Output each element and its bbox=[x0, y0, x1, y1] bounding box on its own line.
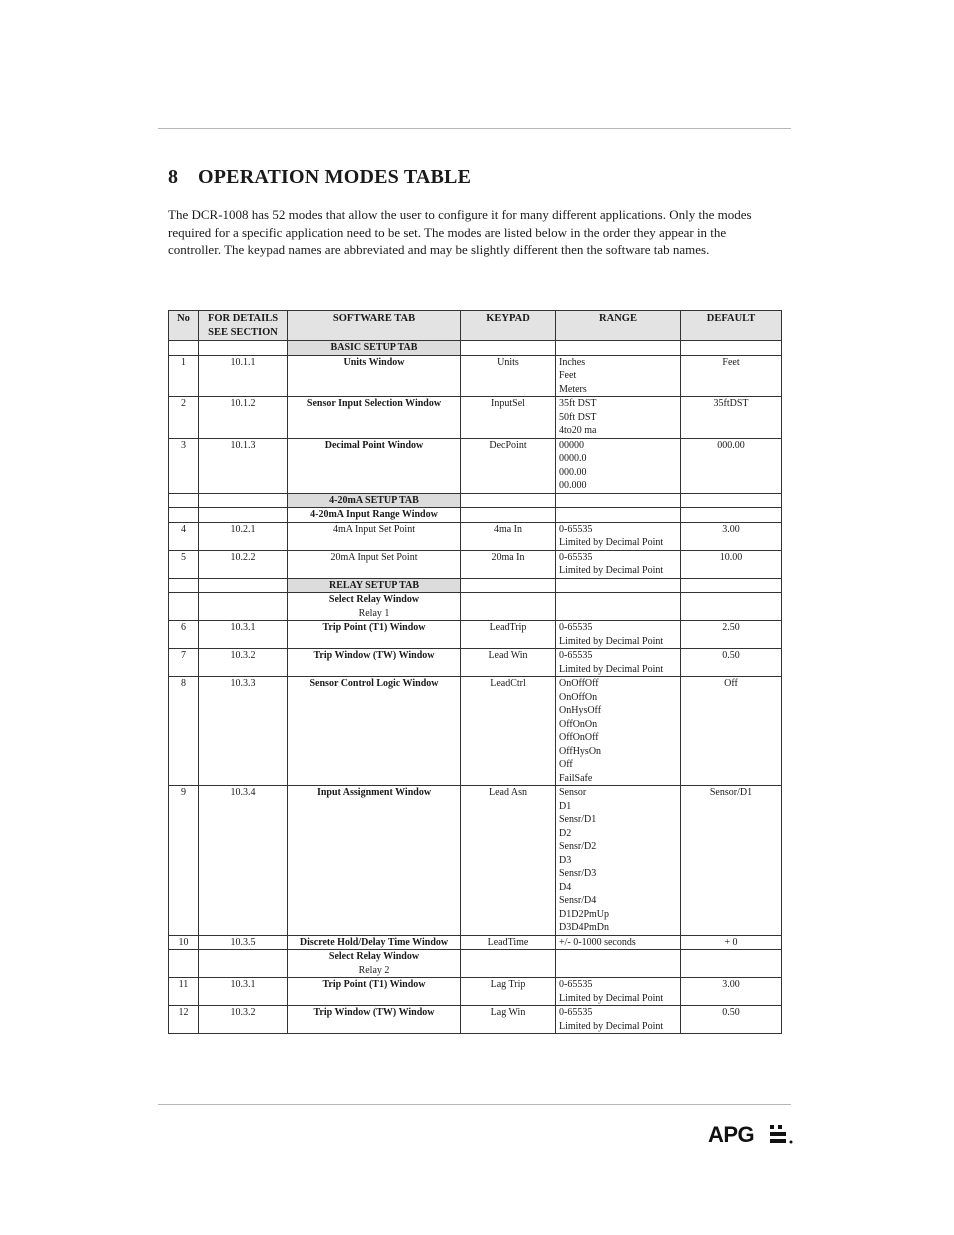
cell-keypad: InputSel bbox=[461, 397, 556, 439]
cell-default: 0.50 bbox=[681, 1006, 782, 1034]
window-label-subtitle: Relay 2 bbox=[358, 964, 390, 976]
range-value-line: 0-65535 bbox=[559, 979, 593, 990]
range-value-line: D3D4PmDn bbox=[559, 922, 610, 933]
cell-default: 2.50 bbox=[681, 621, 782, 649]
cell-default: 35ftDST bbox=[681, 397, 782, 439]
table-label-row bbox=[169, 593, 782, 621]
cell-default bbox=[681, 593, 782, 621]
cell-keypad bbox=[461, 341, 556, 356]
cell-keypad: DecPoint bbox=[461, 438, 556, 493]
cell-software-tab: Sensor Input Selection Window bbox=[288, 397, 461, 439]
range-value-line: OnOffOn bbox=[559, 691, 598, 703]
range-value-line: D1 bbox=[559, 800, 572, 812]
range-value-line: OffOnOff bbox=[559, 732, 599, 743]
range-value-line: 0-65535 bbox=[559, 551, 593, 563]
cell-section: 10.1.3 bbox=[199, 438, 288, 493]
range-value-line: Feet bbox=[559, 370, 577, 381]
cell-no: 12 bbox=[169, 1006, 199, 1034]
cell-no bbox=[169, 578, 199, 593]
cell-keypad bbox=[461, 593, 556, 621]
section-heading bbox=[168, 166, 471, 189]
cell-section-title: RELAY SETUP TAB bbox=[288, 578, 461, 593]
cell-section bbox=[199, 578, 288, 593]
logo-text: APG bbox=[708, 1122, 755, 1147]
cell-keypad: LeadTime bbox=[461, 935, 556, 950]
cell-no: 11 bbox=[169, 978, 199, 1006]
table-row bbox=[169, 550, 782, 578]
cell-range bbox=[556, 978, 681, 1006]
cell-no bbox=[169, 508, 199, 523]
range-value-line: OnHysOff bbox=[559, 705, 602, 716]
cell-section: 10.3.4 bbox=[199, 786, 288, 936]
cell-no: 10 bbox=[169, 935, 199, 950]
header-range: RANGE bbox=[556, 311, 681, 341]
cell-default bbox=[681, 950, 782, 978]
cell-no: 9 bbox=[169, 786, 199, 936]
cell-software-tab: Trip Window (TW) Window bbox=[288, 1006, 461, 1034]
range-value-line: OnOffOff bbox=[559, 678, 599, 689]
table-row bbox=[169, 621, 782, 649]
range-value-line: OffOnOn bbox=[559, 718, 598, 730]
header-details-line1: FOR DETAILS bbox=[207, 313, 279, 324]
window-label-title: Select Relay Window bbox=[328, 594, 420, 605]
cell-section bbox=[199, 508, 288, 523]
cell-section: 10.3.5 bbox=[199, 935, 288, 950]
range-value-line: 4to20 ma bbox=[559, 425, 597, 436]
cell-range bbox=[556, 341, 681, 356]
cell-range bbox=[556, 438, 681, 493]
cell-range bbox=[556, 493, 681, 508]
cell-software-tab: Decimal Point Window bbox=[288, 438, 461, 493]
cell-section bbox=[199, 341, 288, 356]
range-value-line: Sensr/D2 bbox=[559, 841, 597, 852]
cell-range bbox=[556, 397, 681, 439]
cell-no bbox=[169, 341, 199, 356]
cell-section: 10.2.1 bbox=[199, 522, 288, 550]
cell-section bbox=[199, 950, 288, 978]
cell-keypad bbox=[461, 578, 556, 593]
cell-software-tab: Sensor Control Logic Window bbox=[288, 677, 461, 786]
apg-logo bbox=[708, 1120, 798, 1150]
cell-no: 4 bbox=[169, 522, 199, 550]
cell-keypad: LeadTrip bbox=[461, 621, 556, 649]
header-no: No bbox=[169, 311, 199, 341]
table-row bbox=[169, 522, 782, 550]
cell-software-tab: 4mA Input Set Point bbox=[288, 522, 461, 550]
cell-keypad: 4ma In bbox=[461, 522, 556, 550]
header-keypad: KEYPAD bbox=[461, 311, 556, 341]
cell-default: Off bbox=[681, 677, 782, 786]
cell-default bbox=[681, 341, 782, 356]
cell-default: Sensor/D1 bbox=[681, 786, 782, 936]
cell-range bbox=[556, 593, 681, 621]
cell-range bbox=[556, 355, 681, 397]
cell-software-tab: Discrete Hold/Delay Time Window bbox=[288, 935, 461, 950]
cell-keypad: Lag Win bbox=[461, 1006, 556, 1034]
range-value-line: 00.000 bbox=[559, 480, 587, 491]
cell-keypad: LeadCtrl bbox=[461, 677, 556, 786]
table-label-row bbox=[169, 508, 782, 523]
cell-range bbox=[556, 950, 681, 978]
cell-keypad bbox=[461, 493, 556, 508]
cell-section: 10.3.1 bbox=[199, 621, 288, 649]
section-number: 8 bbox=[168, 166, 179, 188]
footer-rule bbox=[158, 1104, 791, 1105]
cell-no bbox=[169, 493, 199, 508]
range-value-line: 0-65535 bbox=[559, 1007, 593, 1018]
cell-no: 2 bbox=[169, 397, 199, 439]
cell-section: 10.3.1 bbox=[199, 978, 288, 1006]
header-software-tab: SOFTWARE TAB bbox=[288, 311, 461, 341]
cell-keypad: Units bbox=[461, 355, 556, 397]
cell-keypad bbox=[461, 508, 556, 523]
cell-software-tab: 20mA Input Set Point bbox=[288, 550, 461, 578]
range-value-line: 0-65535 bbox=[559, 650, 593, 661]
cell-section: 10.1.1 bbox=[199, 355, 288, 397]
cell-range bbox=[556, 522, 681, 550]
table-section-row bbox=[169, 341, 782, 356]
cell-section bbox=[199, 493, 288, 508]
cell-default: + 0 bbox=[681, 935, 782, 950]
cell-default: 3.00 bbox=[681, 522, 782, 550]
range-value-line: Meters bbox=[559, 383, 587, 395]
cell-software-tab: Trip Point (T1) Window bbox=[288, 978, 461, 1006]
cell-range bbox=[556, 508, 681, 523]
range-value-line: Limited by Decimal Point bbox=[559, 537, 664, 548]
header-details bbox=[199, 311, 288, 341]
cell-no: 1 bbox=[169, 355, 199, 397]
header-details-line2: SEE SECTION bbox=[208, 326, 278, 338]
range-value-line: Sensr/D1 bbox=[559, 814, 597, 825]
cell-keypad: Lag Trip bbox=[461, 978, 556, 1006]
range-value-line: 0000.0 bbox=[559, 453, 587, 464]
cell-default bbox=[681, 493, 782, 508]
cell-no bbox=[169, 593, 199, 621]
logo-dot-grid-icon bbox=[768, 1124, 794, 1146]
range-value-line: 35ft DST bbox=[559, 398, 597, 409]
table-body bbox=[169, 341, 782, 1034]
cell-section: 10.1.2 bbox=[199, 397, 288, 439]
range-value-line: 0-65535 bbox=[559, 523, 593, 535]
header-default: DEFAULT bbox=[681, 311, 782, 341]
cell-range bbox=[556, 677, 681, 786]
window-label-subtitle: Relay 1 bbox=[358, 607, 390, 619]
range-value-line: Limited by Decimal Point bbox=[559, 992, 664, 1004]
cell-range bbox=[556, 621, 681, 649]
table-section-row bbox=[169, 493, 782, 508]
range-value-line: 00000 bbox=[559, 439, 584, 451]
range-value-line: D4 bbox=[559, 881, 572, 893]
range-value-line: Limited by Decimal Point bbox=[559, 635, 664, 647]
table-label-row bbox=[169, 950, 782, 978]
range-value-line: Sensor bbox=[559, 787, 587, 798]
range-value-line: FailSafe bbox=[559, 772, 593, 784]
cell-no: 5 bbox=[169, 550, 199, 578]
cell-section: 10.2.2 bbox=[199, 550, 288, 578]
cell-section-title: 4-20mA SETUP TAB bbox=[288, 493, 461, 508]
cell-software-tab: Trip Window (TW) Window bbox=[288, 649, 461, 677]
cell-window-label bbox=[288, 950, 461, 978]
cell-range bbox=[556, 786, 681, 936]
range-value-line: +/- 0-1000 seconds bbox=[559, 936, 636, 948]
range-value-line: Limited by Decimal Point bbox=[559, 565, 664, 576]
cell-section: 10.3.3 bbox=[199, 677, 288, 786]
range-value-line: 50ft DST bbox=[559, 411, 597, 423]
cell-default: 10.00 bbox=[681, 550, 782, 578]
cell-range bbox=[556, 1006, 681, 1034]
cell-section: 10.3.2 bbox=[199, 649, 288, 677]
range-value-line: Inches bbox=[559, 356, 586, 368]
table-row bbox=[169, 649, 782, 677]
cell-default: 000.00 bbox=[681, 438, 782, 493]
cell-range bbox=[556, 649, 681, 677]
range-value-line: 000.00 bbox=[559, 466, 587, 478]
cell-section bbox=[199, 593, 288, 621]
table-row bbox=[169, 355, 782, 397]
range-value-line: OffHysOn bbox=[559, 745, 602, 757]
cell-keypad: Lead Win bbox=[461, 649, 556, 677]
table-row bbox=[169, 677, 782, 786]
range-value-line: D2 bbox=[559, 827, 572, 839]
cell-software-tab: Input Assignment Window bbox=[288, 786, 461, 936]
window-label-title: 4-20mA Input Range Window bbox=[310, 509, 438, 520]
table-header-row bbox=[169, 311, 782, 341]
cell-no: 6 bbox=[169, 621, 199, 649]
cell-no: 3 bbox=[169, 438, 199, 493]
range-value-line: Sensr/D4 bbox=[559, 895, 597, 906]
table-row bbox=[169, 397, 782, 439]
cell-no: 7 bbox=[169, 649, 199, 677]
operation-modes-table bbox=[168, 310, 782, 1034]
cell-section-title: BASIC SETUP TAB bbox=[288, 341, 461, 356]
cell-keypad: Lead Asn bbox=[461, 786, 556, 936]
range-value-line: D3 bbox=[559, 854, 572, 866]
cell-window-label bbox=[288, 593, 461, 621]
cell-section: 10.3.2 bbox=[199, 1006, 288, 1034]
table-row bbox=[169, 786, 782, 936]
cell-range bbox=[556, 578, 681, 593]
table-row bbox=[169, 438, 782, 493]
range-value-line: 0-65535 bbox=[559, 622, 593, 633]
cell-software-tab: Trip Point (T1) Window bbox=[288, 621, 461, 649]
table-row bbox=[169, 978, 782, 1006]
header-rule bbox=[158, 128, 791, 129]
intro-paragraph: The DCR-1008 has 52 modes that allow the user to configure it for many different applications. Only the modes required for a specific application need to be set. The modes are listed below in the order they appear in the controller. The keypad names are abbreviated and may be slightly different then the software tab names. bbox=[168, 207, 752, 257]
cell-default bbox=[681, 508, 782, 523]
table-row bbox=[169, 935, 782, 950]
cell-range bbox=[556, 935, 681, 950]
cell-keypad bbox=[461, 950, 556, 978]
cell-no: 8 bbox=[169, 677, 199, 786]
table-row bbox=[169, 1006, 782, 1034]
cell-default: Feet bbox=[681, 355, 782, 397]
section-title: OPERATION MODES TABLE bbox=[198, 166, 472, 188]
cell-range bbox=[556, 550, 681, 578]
cell-no bbox=[169, 950, 199, 978]
range-value-line: Limited by Decimal Point bbox=[559, 663, 664, 675]
cell-keypad: 20ma In bbox=[461, 550, 556, 578]
cell-default bbox=[681, 578, 782, 593]
cell-window-label bbox=[288, 508, 461, 523]
cell-default: 3.00 bbox=[681, 978, 782, 1006]
range-value-line: Off bbox=[559, 759, 573, 770]
window-label-title: Select Relay Window bbox=[328, 951, 420, 962]
cell-default: 0.50 bbox=[681, 649, 782, 677]
range-value-line: Sensr/D3 bbox=[559, 868, 597, 879]
cell-software-tab: Units Window bbox=[288, 355, 461, 397]
range-value-line: D1D2PmUp bbox=[559, 908, 610, 920]
table-section-row bbox=[169, 578, 782, 593]
range-value-line: Limited by Decimal Point bbox=[559, 1020, 664, 1032]
